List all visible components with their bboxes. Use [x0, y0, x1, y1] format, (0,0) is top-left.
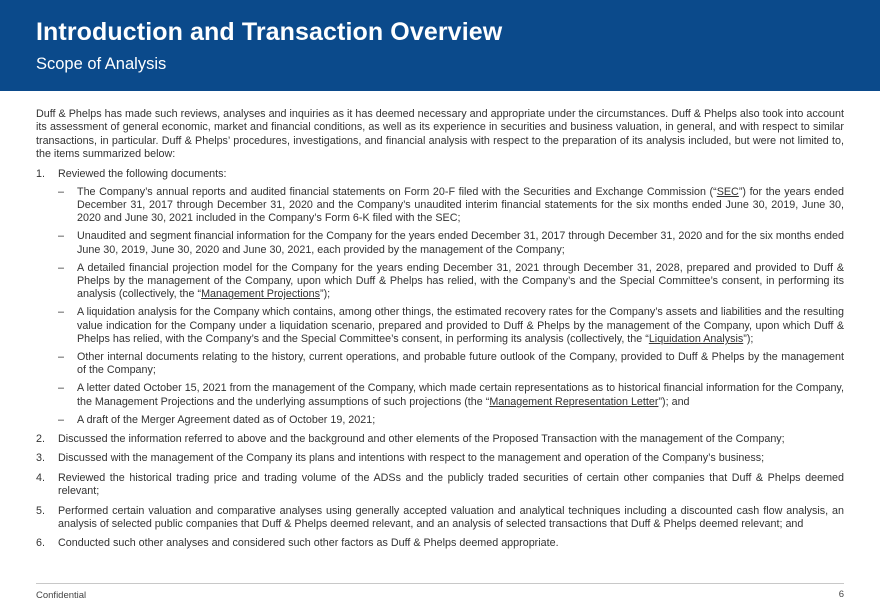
- text-segment: ”);: [320, 288, 331, 301]
- dash-bullet: –: [58, 351, 64, 363]
- list-item: [36, 472, 844, 499]
- item-text: Performed certain valuation and comparative analyses using generally accepted valuation and analytical techniques including a discounted cash flow analysis, an analysis of selected public companies that Duff & Phelps deemed relevant, and an analysis of selected transactions that Duff & Phelps deemed relevant; and: [58, 504, 844, 531]
- item-number: 5.: [36, 504, 45, 517]
- list-item: [36, 452, 844, 465]
- sub-list-item: [58, 351, 844, 378]
- sub-list-item: [58, 382, 844, 409]
- list-item: [36, 505, 844, 532]
- sub-item-text: A draft of the Merger Agreement dated as of October 19, 2021;: [77, 413, 376, 426]
- sub-list-item: [58, 414, 844, 427]
- sub-item-text: Other internal documents relating to the history, current operations, and probable future outlook of the Company, provided to Duff & Phelps by the management of the Company;: [77, 351, 844, 377]
- text-segment: ”) for the years ended December 31, 2017 through December 31, 2020 and the Company’s unaudited interim financial statements for the six months ended June 30, 2019, June 30, 2020 and June 30, 2021 included in the Company’s Form 6-K filed with the SEC;: [77, 185, 844, 225]
- sub-item-text: Unaudited and segment financial information for the Company for the years ended December 31, 2017 through December 31, 2020 and for the six months ended June 30, 2019, June 30, 2020 and June 30, 2021, each provided by the management of the Company;: [77, 230, 844, 256]
- item-number: 6.: [36, 537, 45, 550]
- page-number: 6: [838, 589, 844, 600]
- confidential-label: Confidential: [36, 590, 87, 601]
- header-banner: [0, 0, 880, 91]
- item-number: 3.: [36, 452, 45, 465]
- item-number: 4.: [36, 471, 45, 484]
- sub-list-item: [58, 186, 844, 226]
- defined-term: Liquidation Analysis: [648, 333, 744, 346]
- item-text: Reviewed the historical trading price and trading volume of the ADSs and the publicly traded securities of certain other companies that Duff & Phelps deemed relevant;: [58, 471, 844, 498]
- text-segment: ”);: [743, 333, 754, 346]
- documents-sublist: [58, 186, 844, 428]
- sub-list-item: [58, 262, 844, 302]
- footer-divider: [36, 583, 844, 584]
- sub-item-text: [77, 262, 844, 302]
- page-subtitle: Scope of Analysis: [36, 55, 167, 73]
- item-text: Conducted such other analyses and considered such other factors as Duff & Phelps deemed appropriate.: [58, 537, 559, 550]
- text-segment: A letter dated October 15, 2021 from the management of the Company, which made certain representations as to historical financial information for the Company, the Management Projections and the underlying assumptions of such projections (the “: [77, 382, 844, 408]
- text-segment: The Company’s annual reports and audited financial statements on Form 20-F filed with the Securities and Exchange Commission (“: [77, 185, 717, 198]
- dash-bullet: –: [58, 382, 64, 395]
- text-segment: A detailed financial projection model for the Company for the years ending December 31, 2021 through December 31, 2028, prepared and provided to Duff & Phelps by the management of the Company, upon which Duff & Phelps has relied, with the Company’s and the Special Committee’s consent, in performing its analysis (collectively, the “: [77, 261, 844, 301]
- item-number: 1.: [36, 167, 45, 180]
- list-item: [36, 168, 844, 181]
- dash-bullet: –: [58, 306, 64, 319]
- item-text: Reviewed the following documents:: [58, 167, 227, 180]
- dash-bullet: –: [58, 261, 64, 274]
- sub-list-item: [58, 230, 844, 257]
- defined-term: Management Projections: [201, 288, 320, 301]
- sub-item-text: [77, 306, 844, 346]
- dash-bullet: –: [58, 413, 64, 426]
- sub-item-text: [77, 382, 844, 409]
- sub-item-text: [77, 186, 844, 226]
- sub-list-item: [58, 306, 844, 346]
- item-number: 2.: [36, 433, 45, 446]
- defined-term: SEC: [716, 185, 739, 198]
- text-segment: ”); and: [658, 395, 690, 408]
- item-text: Discussed the information referred to above and the background and other elements of the Proposed Transaction with the management of the Company;: [58, 433, 785, 446]
- list-item: [36, 433, 844, 446]
- defined-term: Management Representation Letter: [489, 395, 659, 408]
- list-item: [36, 537, 844, 550]
- dash-bullet: –: [58, 230, 64, 243]
- item-text: Discussed with the management of the Company its plans and intentions with respect to the management and operation of the Company’s business;: [58, 452, 765, 465]
- intro-paragraph: Duff & Phelps has made such reviews, analyses and inquiries as it has deemed necessary and appropriate under the circumstances. Duff & Phelps also took into account its assessment of general economic, market and financial conditions, as well as its experience in securities and business valuation, in general, and with respect to similar transactions, in particular. Duff & Phelps’ procedures, investigations, and financial analysis with respect to the preparation of its analysis included, but were not limited to, the items summarized below:: [36, 108, 844, 161]
- body-content: [36, 108, 844, 551]
- page-title: Introduction and Transaction Overview: [36, 18, 503, 46]
- dash-bullet: –: [58, 185, 64, 198]
- text-segment: A liquidation analysis for the Company which contains, among other things, the estimated recovery rates for the Company’s assets and liabilities and the resulting value indication for the Company under a liquidation scenario, prepared and provided to Duff & Phelps by the management of the Company, upon which Duff & Phelps has relied, with the Company’s and the Special Committee’s consent, in performing its analysis (collectively, the “: [77, 306, 844, 346]
